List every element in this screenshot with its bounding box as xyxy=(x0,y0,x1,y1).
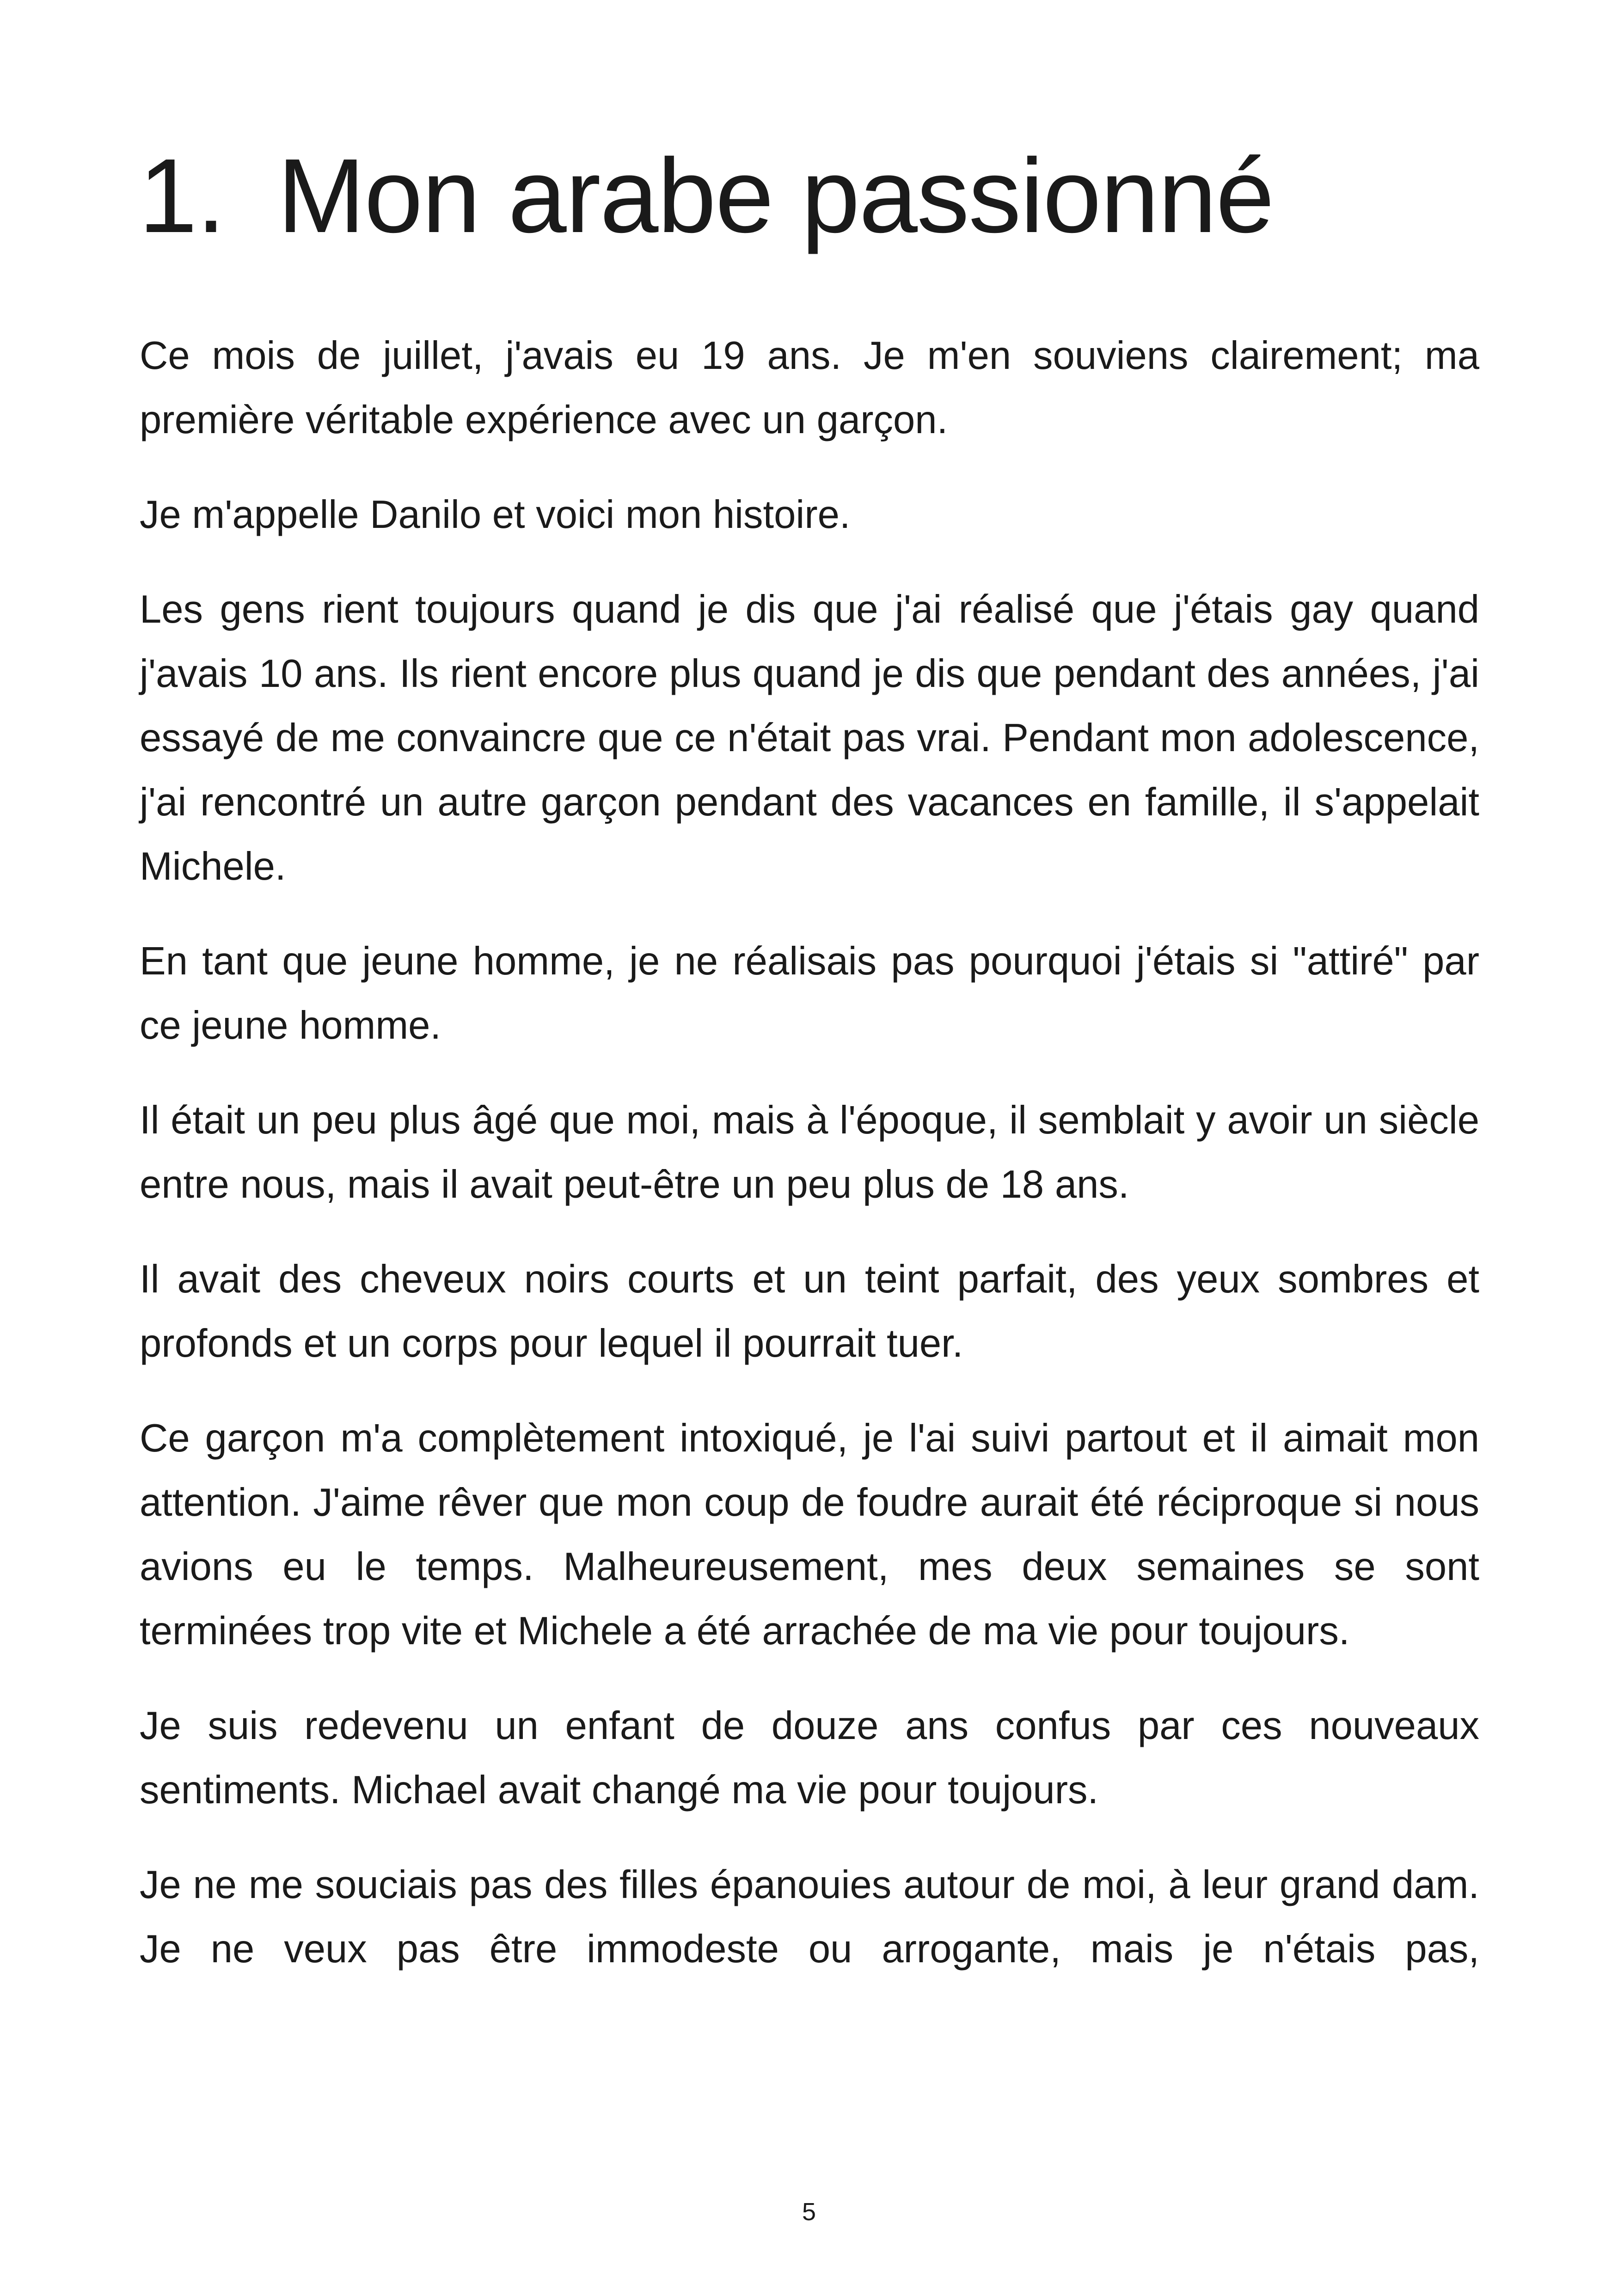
chapter-title xyxy=(139,137,1274,255)
paragraph: Ce garçon m'a complètement intoxiqué, je l'ai suivi partout et il aimait mon attention. J'aime rêver que mon coup de foudre aurait été réciproque si nous avions eu le temps. Malheureusement, mes deux semaines se sont terminées trop vite et Michele a été arrachée de ma vie pour toujours. xyxy=(140,1416,1479,1653)
paragraph: Ce mois de juillet, j'avais eu 19 ans. Je m'en souviens clairement; ma première véritable expérience avec un garçon. xyxy=(140,334,1479,442)
paragraph: Il avait des cheveux noirs courts et un teint parfait, des yeux sombres et profonds et un corps pour lequel il pourrait tuer. xyxy=(140,1257,1479,1365)
paragraph: Je ne me souciais pas des filles épanouies autour de moi, à leur grand dam. Je ne veux pas être immodeste ou arrogante, mais je n'étais pas, xyxy=(140,1863,1479,1971)
chapter-number: 1. xyxy=(139,137,225,255)
paragraph: En tant que jeune homme, je ne réalisais pas pourquoi j'étais si "attiré" par ce jeune homme. xyxy=(140,939,1479,1047)
paragraph: Il était un peu plus âgé que moi, mais à l'époque, il semblait y avoir un siècle entre nous, mais il avait peut-être un peu plus de 18 ans. xyxy=(140,1098,1479,1206)
chapter-title-text: Mon arabe passionné xyxy=(277,137,1274,255)
paragraph: Je m'appelle Danilo et voici mon histoire. xyxy=(140,493,851,537)
chapter-body xyxy=(140,324,1479,1981)
paragraph: Je suis redevenu un enfant de douze ans confus par ces nouveaux sentiments. Michael avait changé ma vie pour toujours. xyxy=(140,1704,1479,1812)
page-number: 5 xyxy=(802,2198,816,2226)
paragraph: Les gens rient toujours quand je dis que j'ai réalisé que j'étais gay quand j'avais 10 ans. Ils rient encore plus quand je dis que pendant des années, j'ai essayé de me convaincre que ce n'était pas vrai. Pendant mon adolescence, j'ai rencontré un autre garçon pendant des vacances en famille, il s'appelait Michele. xyxy=(140,588,1479,888)
